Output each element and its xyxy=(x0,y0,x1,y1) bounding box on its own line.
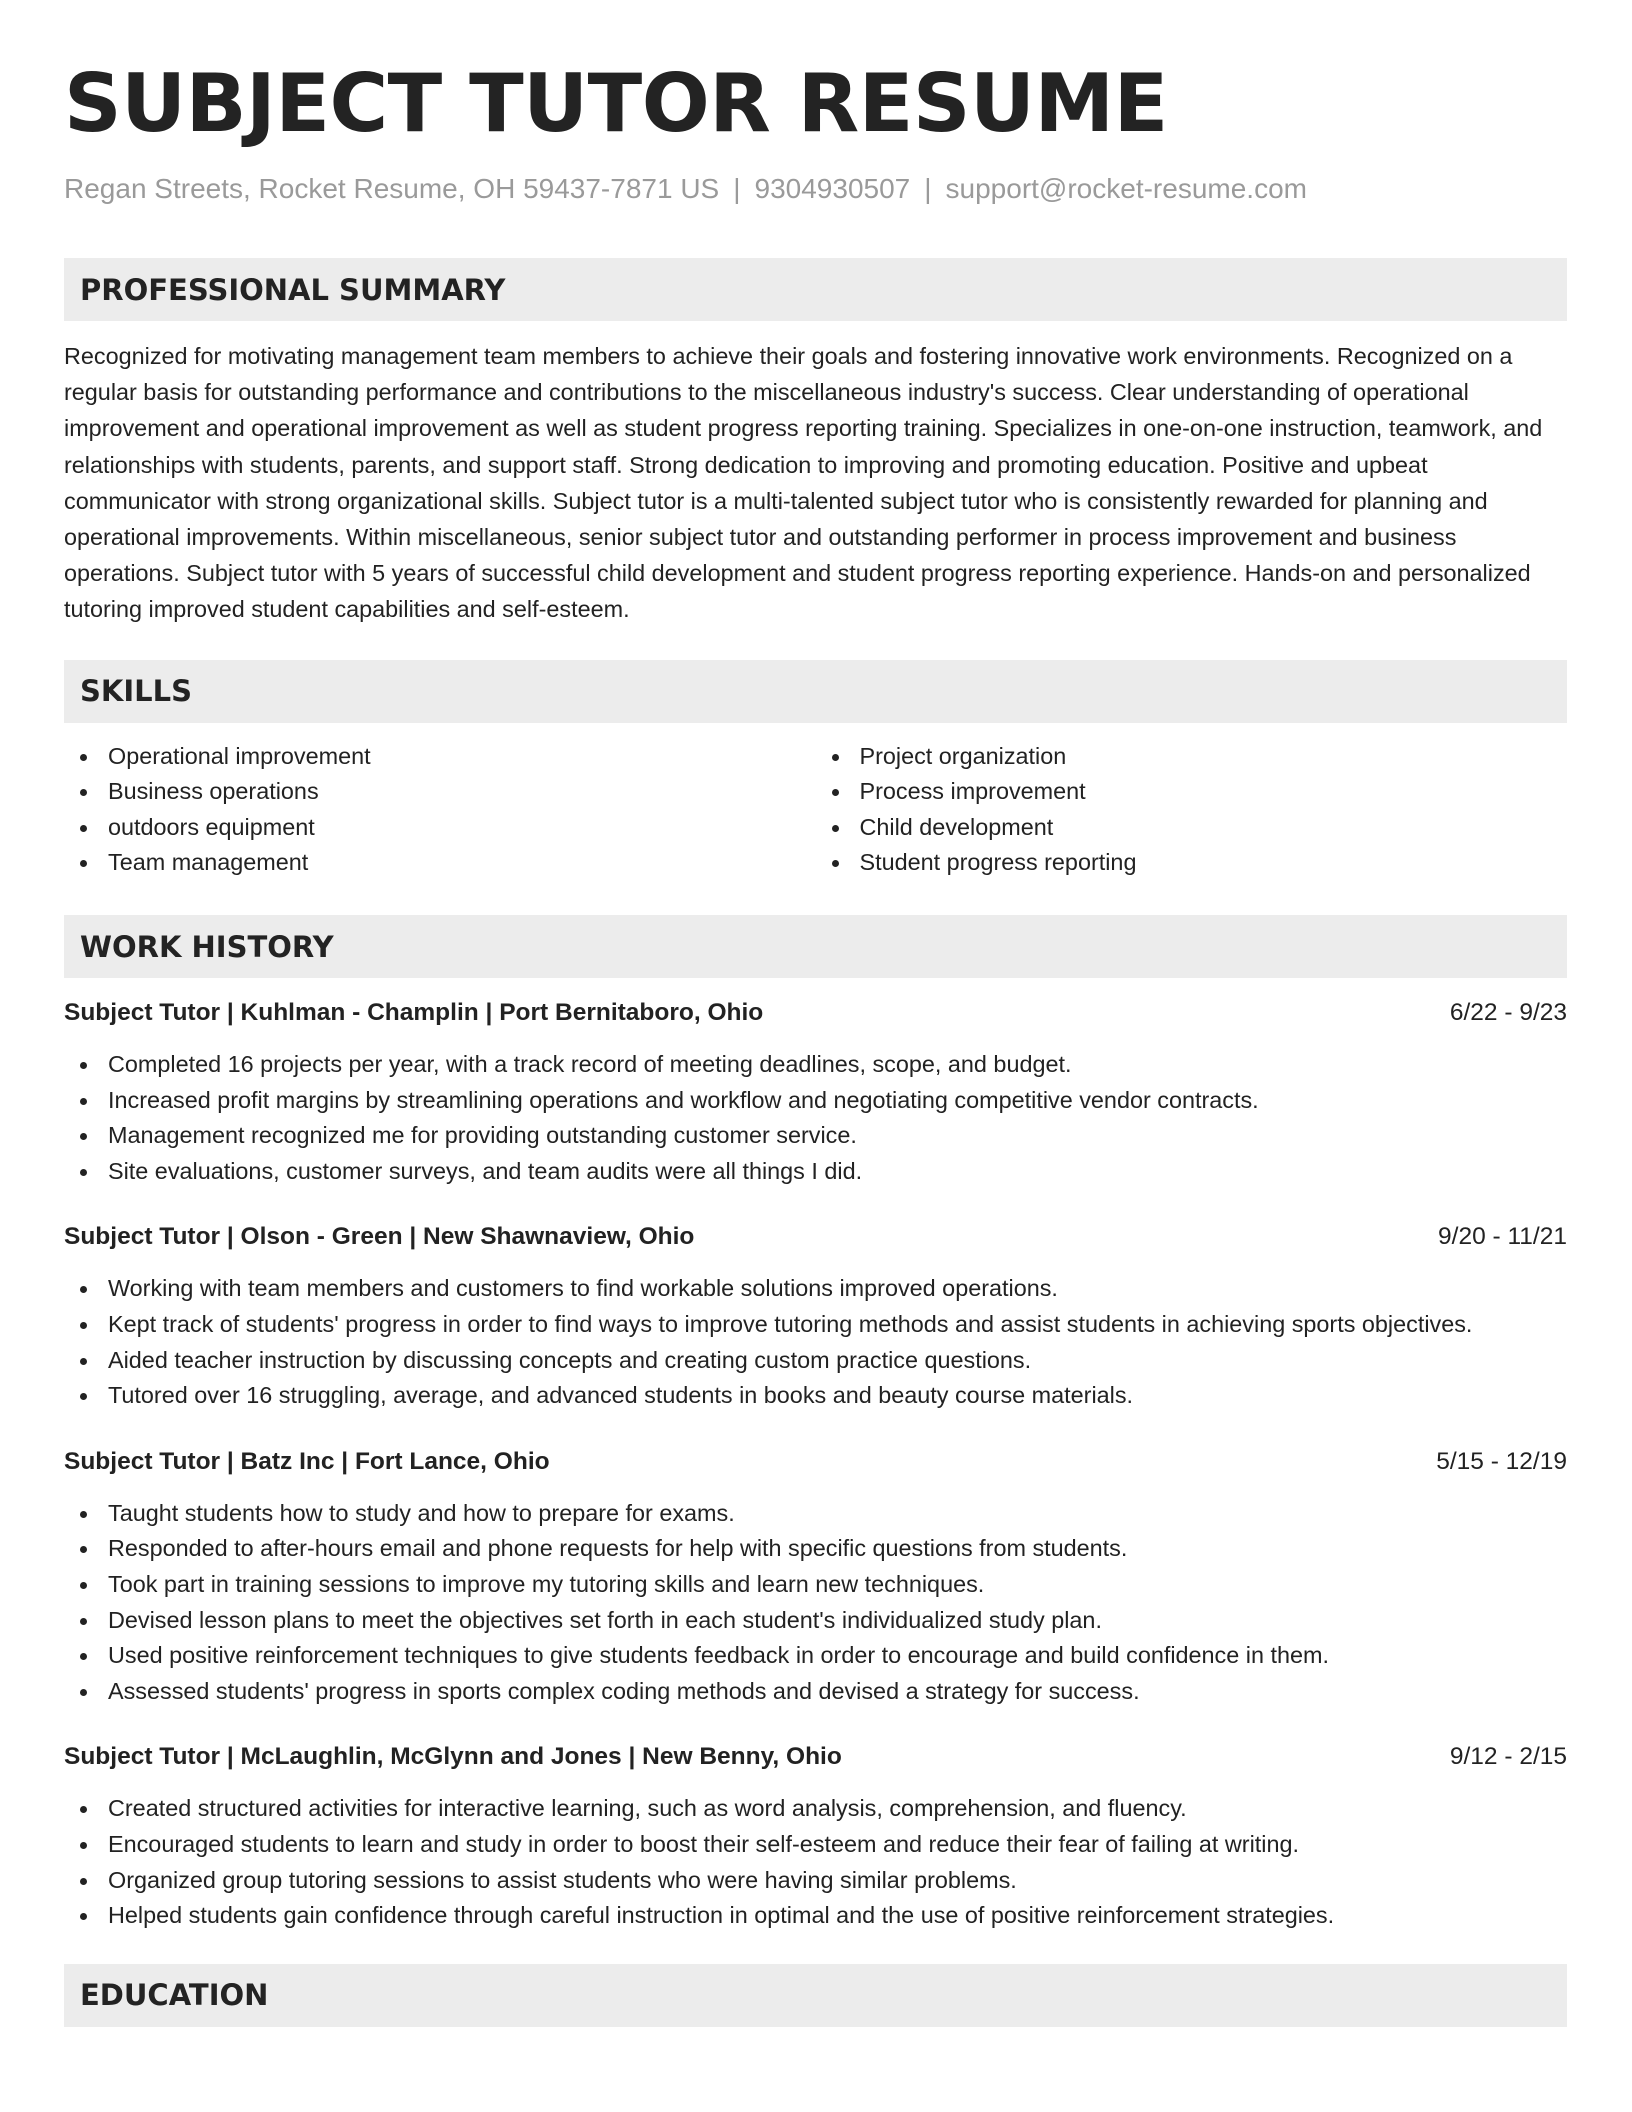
skill-item: Project organization xyxy=(816,739,1568,775)
job-bullet: Completed 16 projects per year, with a track record of meeting deadlines, scope, and budget. xyxy=(64,1047,1567,1083)
job-bullet: Created structured activities for interactive learning, such as word analysis, comprehension, and fluency. xyxy=(64,1791,1567,1827)
skill-item: Business operations xyxy=(64,774,816,810)
contact-separator: | xyxy=(924,173,932,204)
resume-title: SUBJECT TUTOR RESUME xyxy=(64,57,1168,150)
job-bullet: Taught students how to study and how to prepare for exams. xyxy=(64,1496,1567,1532)
skills-grid xyxy=(64,739,1567,881)
summary-text: Recognized for motivating management team members to achieve their goals and fostering innovative work environments. Recognized on a regular basis for outstanding performance and contributions to the miscellaneous industry's success. Clear understanding of operational improvement and operational improvement as well as student progress reporting training. Specializes in one-on-one instruction, teamwork, and relationships with students, parents, and support staff. Strong dedication to improving and promoting education. Positive and upbeat communicator with strong organizational skills. Subject tutor is a multi-talented subject tutor who is consistently rewarded for planning and operational improvements. Within miscellaneous, senior subject tutor and outstanding performer in process improvement and business operations. Subject tutor with 5 years of successful child development and student progress reporting experience. Hands-on and personalized tutoring improved student capabilities and self-esteem. xyxy=(64,343,1543,623)
job-bullet-list xyxy=(64,1271,1567,1413)
job-entry xyxy=(64,1739,1567,1933)
work-history-heading: WORK HISTORY xyxy=(64,915,1567,978)
contact-email: support@rocket-resume.com xyxy=(945,173,1307,204)
job-bullet: Tutored over 16 struggling, average, and advanced students in books and beauty course materials. xyxy=(64,1378,1567,1414)
job-title: Subject Tutor | Olson - Green | New Shawnaview, Ohio xyxy=(64,1223,695,1251)
skill-item: outdoors equipment xyxy=(64,810,816,846)
job-title: Subject Tutor | McLaughlin, McGlynn and Jones | New Benny, Ohio xyxy=(64,1743,842,1771)
job-bullet-list xyxy=(64,1496,1567,1710)
contact-line xyxy=(64,172,1567,206)
job-entry xyxy=(64,1444,1567,1710)
contact-separator: | xyxy=(733,173,741,204)
summary-heading: PROFESSIONAL SUMMARY xyxy=(64,258,1567,321)
contact-phone: 9304930507 xyxy=(754,173,911,204)
skill-item: Team management xyxy=(64,845,816,881)
job-bullet: Working with team members and customers to find workable solutions improved operations. xyxy=(64,1271,1567,1307)
job-title: Subject Tutor | Kuhlman - Champlin | Port Bernitaboro, Ohio xyxy=(64,999,764,1026)
job-bullet: Took part in training sessions to improve my tutoring skills and learn new techniques. xyxy=(64,1567,1567,1603)
skills-column-right xyxy=(816,739,1568,881)
job-bullet: Increased profit margins by streamlining operations and workflow and negotiating competitive vendor contracts. xyxy=(64,1083,1567,1119)
job-bullet-list xyxy=(64,1047,1567,1189)
job-bullet: Organized group tutoring sessions to assist students who were having similar problems. xyxy=(64,1863,1567,1899)
job-header xyxy=(64,1739,1567,1775)
job-bullet: Management recognized me for providing outstanding customer service. xyxy=(64,1118,1567,1154)
contact-address: Regan Streets, Rocket Resume, OH 59437-7871 US xyxy=(64,173,720,204)
job-header xyxy=(64,995,1567,1031)
job-bullet: Devised lesson plans to meet the objectives set forth in each student's individualized study plan. xyxy=(64,1603,1567,1639)
job-entry xyxy=(64,995,1567,1189)
job-dates: 5/15 - 12/19 xyxy=(1436,1447,1567,1475)
job-bullet: Kept track of students' progress in order to find ways to improve tutoring methods and assist students in achieving sports objectives. xyxy=(64,1307,1567,1343)
skills-column-left xyxy=(64,739,816,881)
skill-item: Child development xyxy=(816,810,1568,846)
skill-item: Operational improvement xyxy=(64,739,816,775)
job-bullet: Responded to after-hours email and phone requests for help with specific questions from students. xyxy=(64,1531,1567,1567)
job-bullet: Helped students gain confidence through careful instruction in optimal and the use of positive reinforcement strategies. xyxy=(64,1898,1567,1934)
skills-heading: SKILLS xyxy=(64,660,1567,723)
job-bullet: Used positive reinforcement techniques to give students feedback in order to encourage and build confidence in them. xyxy=(64,1638,1567,1674)
job-dates: 9/20 - 11/21 xyxy=(1438,1223,1567,1251)
job-dates: 6/22 - 9/23 xyxy=(1449,999,1567,1026)
job-bullet-list xyxy=(64,1791,1567,1933)
skill-item: Process improvement xyxy=(816,774,1568,810)
job-bullet: Site evaluations, customer surveys, and team audits were all things I did. xyxy=(64,1154,1567,1190)
job-bullet: Encouraged students to learn and study in order to boost their self-esteem and reduce their fear of failing at writing. xyxy=(64,1827,1567,1863)
job-entry xyxy=(64,1219,1567,1413)
education-heading: EDUCATION xyxy=(64,1964,1567,2027)
job-header xyxy=(64,1219,1567,1255)
job-bullet: Aided teacher instruction by discussing concepts and creating custom practice questions. xyxy=(64,1343,1567,1379)
job-header xyxy=(64,1444,1567,1480)
skill-item: Student progress reporting xyxy=(816,845,1568,881)
job-title: Subject Tutor | Batz Inc | Fort Lance, Ohio xyxy=(64,1447,550,1475)
job-dates: 9/12 - 2/15 xyxy=(1449,1743,1567,1771)
job-bullet: Assessed students' progress in sports complex coding methods and devised a strategy for success. xyxy=(64,1674,1567,1710)
